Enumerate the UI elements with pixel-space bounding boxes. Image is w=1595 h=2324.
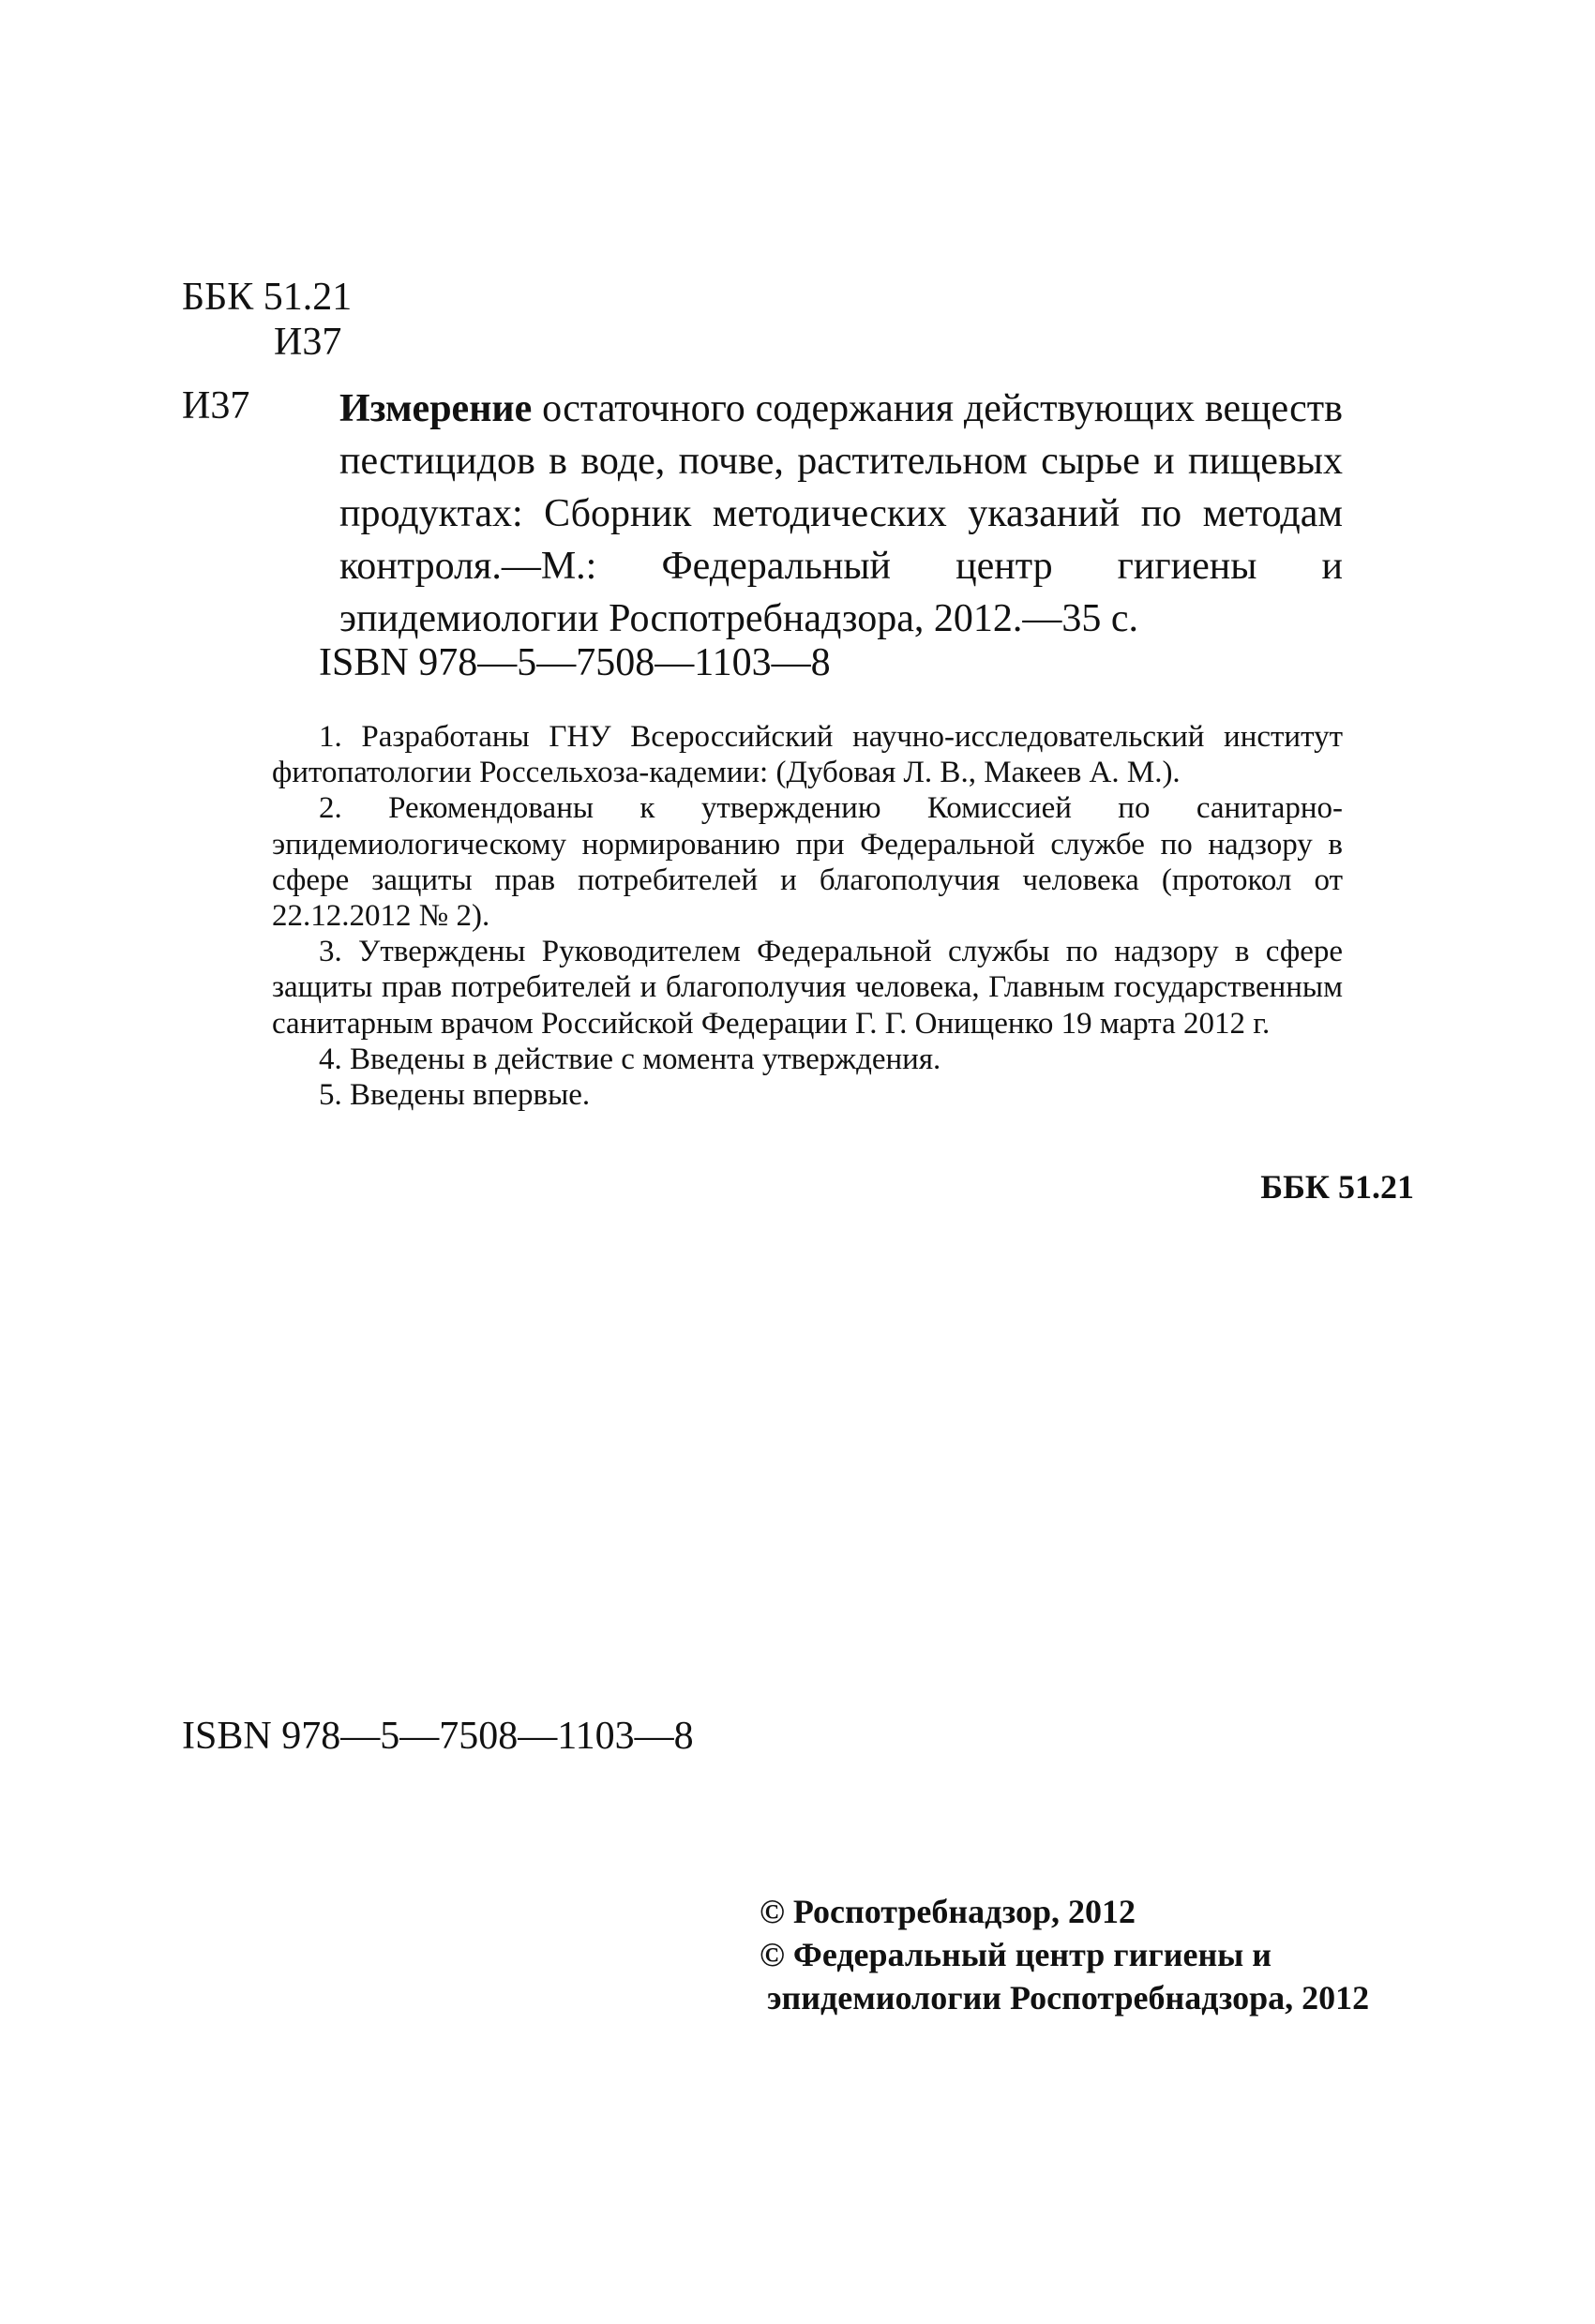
copyright-line-2: © Федеральный центр гигиены и bbox=[760, 1936, 1272, 1973]
bbk-classification-code: ББК 51.21 bbox=[182, 276, 353, 319]
copyright-line-3: эпидемиологии Роспотребнадзора, 2012 bbox=[767, 1979, 1370, 2017]
bbk-code-right: ББК 51.21 bbox=[1260, 1168, 1414, 1206]
note-developed: 1. Разработаны ГНУ Всероссийский научно-исследовательский институт фитопатологии Россельхоза-кадемии: (Дубовая Л. В., Макеев А. М.). bbox=[272, 720, 1343, 790]
entry-description: остаточного содержания действующих веществ пестицидов в воде, почве, растительном сырье и пищевых продуктах: Сборник методических указаний по методам контроля.—М.: Федеральный центр гигиены и эпидемиологии Роспотребнадзора, 2012.—35 с. bbox=[339, 387, 1343, 640]
copyright-line-1: © Роспотребнадзор, 2012 bbox=[760, 1893, 1136, 1930]
note-approved: 3. Утверждены Руководителем Федеральной службы по надзору в сфере защиты прав потребителей и благополучия человека, Главным государственным санитарным врачом Российской Федерации Г. Г. Онищенко 19 марта 2012 г. bbox=[272, 935, 1343, 1041]
entry-title: Измерение bbox=[339, 387, 533, 430]
publication-notes bbox=[272, 719, 1343, 1113]
note-recommended: 2. Рекомендованы к утверждению Комиссией по санитарно-эпидемиологическому нормированию при Федеральной службе по надзору в сфере защиты прав потребителей и благополучия человека (протокол от 22.12.2012 № 2). bbox=[272, 791, 1343, 934]
note-effective: 4. Введены в действие с момента утверждения. bbox=[319, 1042, 941, 1076]
isbn-main: ISBN 978—5—7508—1103—8 bbox=[319, 641, 831, 684]
copyright-block bbox=[760, 1890, 1369, 2019]
note-first-introduced: 5. Введены впервые. bbox=[319, 1078, 591, 1113]
bibliographic-entry bbox=[339, 382, 1343, 645]
author-mark: И37 bbox=[274, 321, 342, 364]
isbn-bottom: ISBN 978—5—7508—1103—8 bbox=[182, 1715, 694, 1758]
entry-author-mark: И37 bbox=[182, 384, 250, 427]
